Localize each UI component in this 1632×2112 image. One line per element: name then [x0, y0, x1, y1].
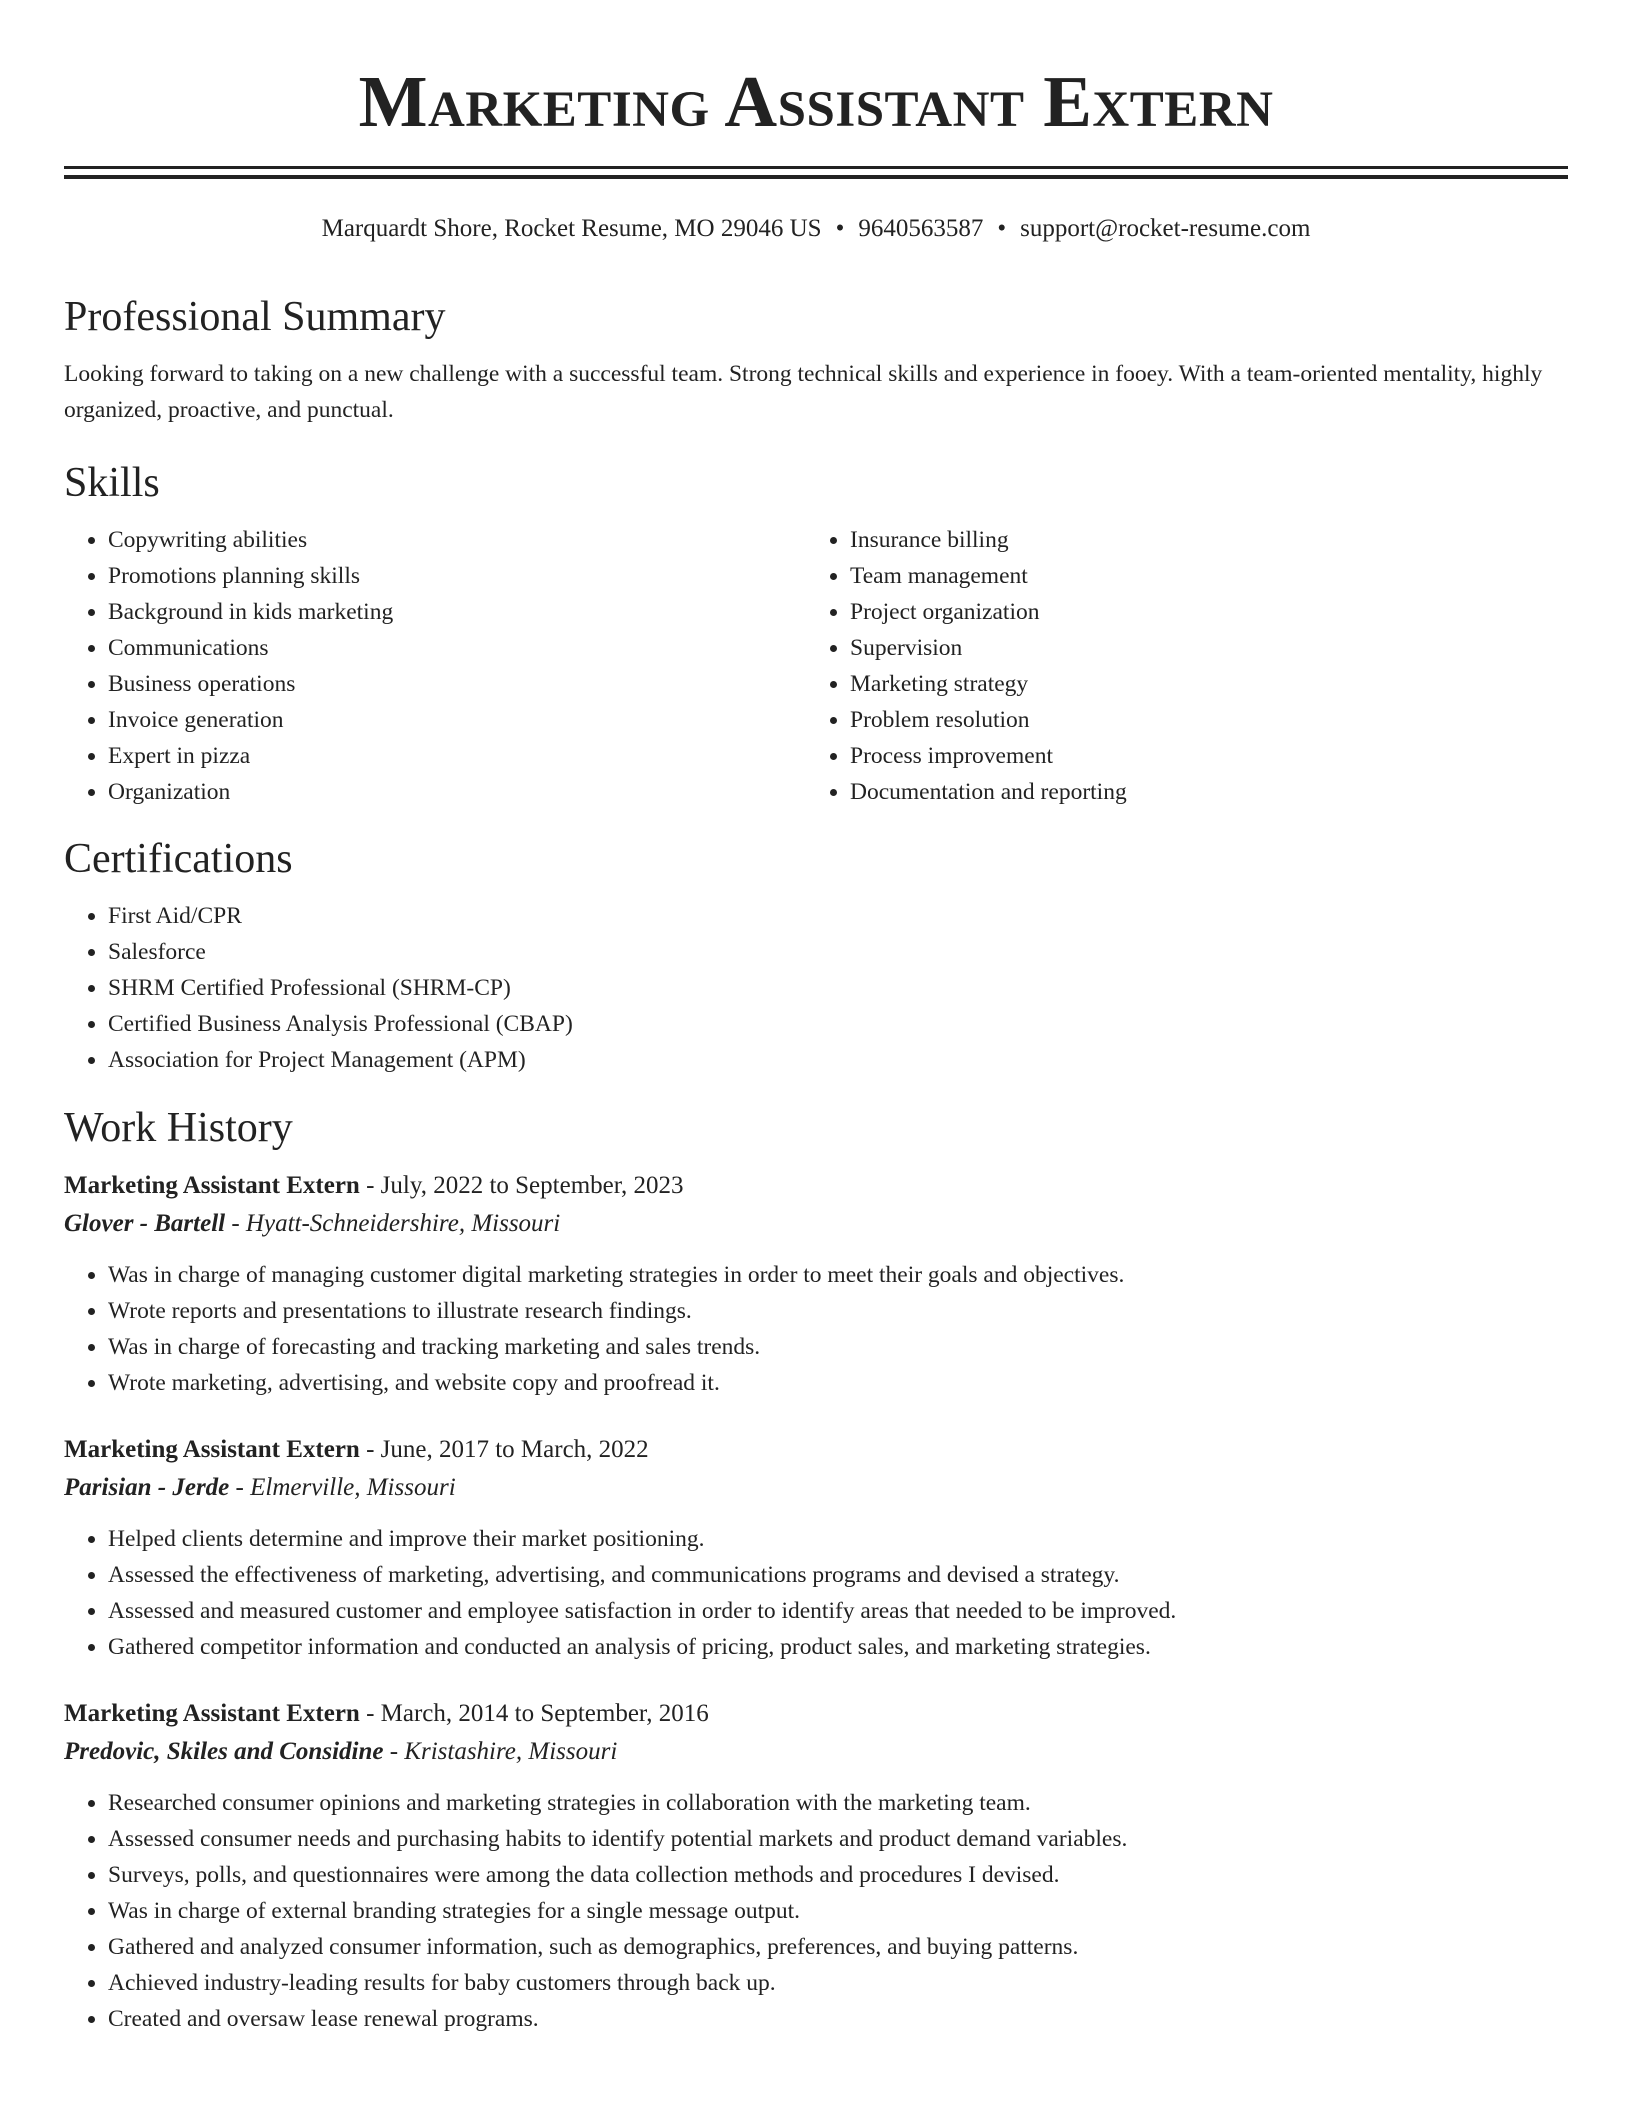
- job-bullet: • Gathered and analyzed consumer information, such as demographics, preferences, and buying patterns.: [108, 1929, 1568, 1965]
- job-role: Marketing Assistant Extern: [64, 1700, 360, 1727]
- job-bullet: • Was in charge of external branding strategies for a single message output.: [108, 1893, 1568, 1929]
- skill-item: • Insurance billing: [850, 522, 1548, 558]
- job-company-line: [64, 1733, 1568, 1771]
- skills-grid: [64, 522, 1568, 810]
- skills-column-right: [806, 522, 1548, 810]
- job-role: Marketing Assistant Extern: [64, 1436, 360, 1463]
- contact-address: Marquardt Shore, Rocket Resume, MO 29046 US: [321, 215, 822, 242]
- job-location: - Kristashire, Missouri: [383, 1738, 618, 1765]
- contact-email: support@rocket-resume.com: [1020, 215, 1311, 242]
- skill-item: • Process improvement: [850, 738, 1548, 774]
- resume-title: Marketing Assistant Extern: [358, 61, 1274, 142]
- job-bullet: • Surveys, polls, and questionnaires were among the data collection methods and procedures I devised.: [108, 1857, 1568, 1893]
- job-title-line: [64, 1167, 1568, 1205]
- skill-item: • Copywriting abilities: [108, 522, 806, 558]
- job-bullet: • Assessed consumer needs and purchasing habits to identify potential markets and product demand variables.: [108, 1821, 1568, 1857]
- skill-item: • Background in kids marketing: [108, 594, 806, 630]
- job-role: Marketing Assistant Extern: [64, 1172, 360, 1199]
- job-bullet: • Created and oversaw lease renewal programs.: [108, 2001, 1568, 2037]
- skill-item: • Documentation and reporting: [850, 774, 1548, 810]
- job-bullet: • Was in charge of forecasting and tracking marketing and sales trends.: [108, 1329, 1568, 1365]
- job-entry: [64, 1695, 1568, 2037]
- job-location: - Elmerville, Missouri: [229, 1474, 456, 1501]
- job-entry: [64, 1431, 1568, 1665]
- job-bullets: [64, 1521, 1568, 1665]
- job-bullet: • Researched consumer opinions and marketing strategies in collaboration with the marketing team.: [108, 1785, 1568, 1821]
- job-bullet: • Wrote marketing, advertising, and website copy and proofread it.: [108, 1365, 1568, 1401]
- contact-separator: •: [997, 215, 1007, 242]
- skill-item: • Marketing strategy: [850, 666, 1548, 702]
- job-title-line: [64, 1695, 1568, 1733]
- job-bullet: • Helped clients determine and improve their market positioning.: [108, 1521, 1568, 1557]
- certifications-heading: Certifications: [64, 836, 293, 882]
- skill-item: • Promotions planning skills: [108, 558, 806, 594]
- certification-item: • Certified Business Analysis Professional (CBAP): [108, 1006, 1568, 1042]
- skill-item: • Communications: [108, 630, 806, 666]
- skills-column-left: [64, 522, 806, 810]
- job-bullet: • Gathered competitor information and conducted an analysis of pricing, product sales, and marketing strategies.: [108, 1629, 1568, 1665]
- certification-item: • Association for Project Management (APM): [108, 1042, 1568, 1078]
- job-bullet: • Achieved industry-leading results for baby customers through back up.: [108, 1965, 1568, 2001]
- skill-item: • Supervision: [850, 630, 1548, 666]
- job-dates: - March, 2014 to September, 2016: [359, 1700, 709, 1727]
- contact-separator: •: [835, 215, 845, 242]
- job-title-line: [64, 1431, 1568, 1469]
- skill-item: • Problem resolution: [850, 702, 1548, 738]
- skill-item: • Expert in pizza: [108, 738, 806, 774]
- job-bullet: • Assessed the effectiveness of marketing, advertising, and communications programs and devised a strategy.: [108, 1557, 1568, 1593]
- job-bullet: • Was in charge of managing customer digital marketing strategies in order to meet their goals and objectives.: [108, 1257, 1568, 1293]
- certification-item: • Salesforce: [108, 934, 1568, 970]
- job-bullet: • Wrote reports and presentations to illustrate research findings.: [108, 1293, 1568, 1329]
- work-history-heading: Work History: [64, 1105, 293, 1151]
- resume-page: [64, 0, 1568, 2037]
- job-company: Predovic, Skiles and Considine: [64, 1738, 384, 1765]
- job-company: Glover - Bartell: [64, 1210, 226, 1237]
- contact-phone: 9640563587: [858, 215, 984, 242]
- job-bullets: [64, 1785, 1568, 2037]
- skill-item: • Project organization: [850, 594, 1548, 630]
- skill-item: • Invoice generation: [108, 702, 806, 738]
- job-entry: [64, 1167, 1568, 1401]
- summary-text: Looking forward to taking on a new challenge with a successful team. Strong technical skills and experience in fooey. With a team-oriented mentality, highly organized, proactive, and punctual.: [64, 361, 1543, 423]
- skills-heading: Skills: [64, 460, 160, 506]
- title-divider-top: [64, 166, 1568, 169]
- job-location: - Hyatt-Schneidershire, Missouri: [225, 1210, 561, 1237]
- title-divider-bottom: [64, 175, 1568, 179]
- skill-item: • Organization: [108, 774, 806, 810]
- skill-item: • Business operations: [108, 666, 806, 702]
- contact-line: [64, 212, 1568, 246]
- certification-item: • SHRM Certified Professional (SHRM-CP): [108, 970, 1568, 1006]
- job-bullets: [64, 1257, 1568, 1401]
- job-dates: - July, 2022 to September, 2023: [359, 1172, 684, 1199]
- job-company-line: [64, 1205, 1568, 1243]
- certification-item: • First Aid/CPR: [108, 898, 1568, 934]
- skills-list-right: [806, 522, 1548, 810]
- job-bullet: • Assessed and measured customer and employee satisfaction in order to identify areas that needed to be improved.: [108, 1593, 1568, 1629]
- skill-item: • Team management: [850, 558, 1548, 594]
- job-dates: - June, 2017 to March, 2022: [359, 1436, 649, 1463]
- skills-list-left: [64, 522, 806, 810]
- certifications-list: [64, 898, 1568, 1078]
- job-company-line: [64, 1469, 1568, 1507]
- summary-heading: Professional Summary: [64, 294, 446, 340]
- job-company: Parisian - Jerde: [64, 1474, 230, 1501]
